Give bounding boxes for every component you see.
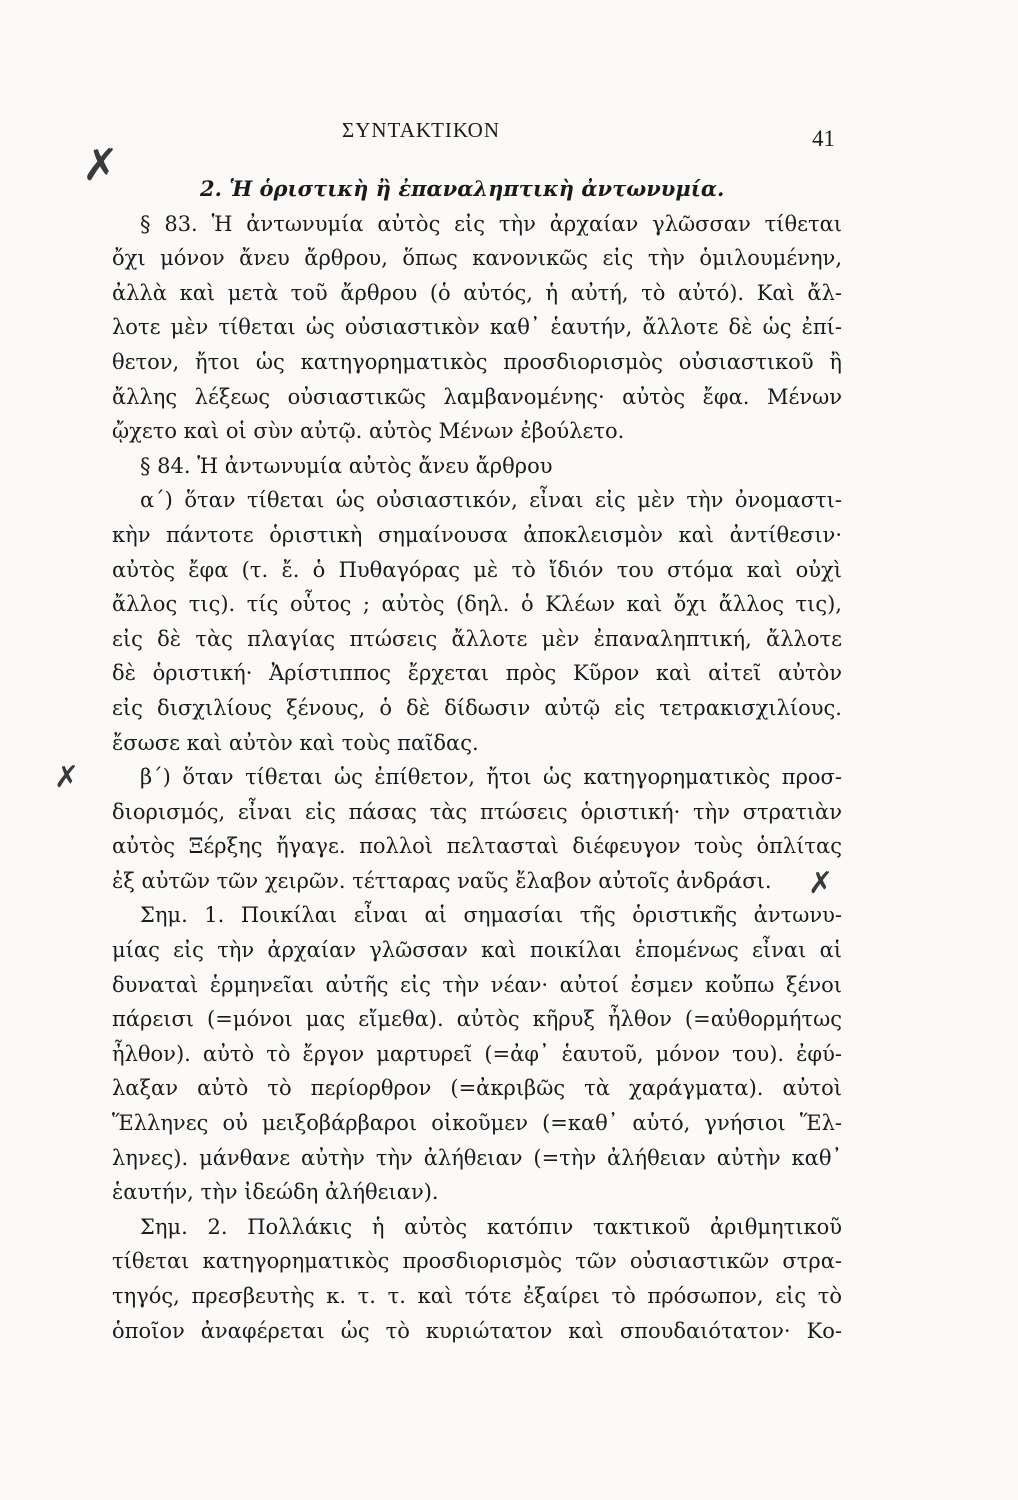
page-number: 41	[812, 126, 835, 151]
text-line: ἦλθον). αὐτὸ τὸ ἔργον μαρτυρεῖ (=ἀφ᾽ ἑαυτοῦ, μόνον του). ἐφύ-	[112, 1041, 842, 1066]
text-line: ληνες). μάνθανε αὐτὴν τὴν ἀλήθειαν (=τὴν ἀλήθειαν αὐτὴν καθ᾽	[112, 1145, 842, 1170]
text-line: πάρεισι (=μόνοι μας εἴμεθα). αὐτὸς κῆρυξ ἦλθον (=αὐθορμήτως	[112, 1007, 842, 1032]
text-line: εἰς δισχιλίους ξένους, ὁ δὲ δίδωσιν αὐτῷ εἰς τετρακισχιλίους.	[112, 695, 842, 720]
text-line: κὴν πάντοτε ὁριστικὴ σημαίνουσα ἀποκλεισμὸν καὶ ἀντίθεσιν·	[112, 522, 842, 547]
text-line: ἑαυτήν, τὴν ἰδεώδη ἀλήθειαν).	[112, 1180, 439, 1205]
text-line: ᾤχετο καὶ οἱ σὺν αὐτῷ. αὐτὸς Μένων ἐβούλετο.	[112, 419, 625, 444]
text-line: λοτε μὲν τίθεται ὡς οὐσιαστικὸν καθ᾽ ἑαυτήν, ἄλλοτε δὲ ὡς ἐπί-	[112, 315, 842, 340]
text-line: Σημ. 1. Ποικίλαι εἶναι αἱ σημασίαι τῆς ὁριστικῆς ἀντωνυ-	[140, 903, 842, 928]
pencil-x-mark-left: ✗	[54, 760, 80, 795]
pencil-x-mark-right: ✗	[808, 866, 834, 901]
body-text	[112, 172, 842, 1348]
text-line: ὄχι μόνον ἄνευ ἄρθρου, ὅπως κανονικῶς εἰς τὴν ὁμιλουμένην,	[112, 246, 842, 271]
text-line: ἀλλὰ καὶ μετὰ τοῦ ἄρθρου (ὁ αὐτός, ἡ αὐτή, τὸ αὐτό). Καὶ ἄλ-	[112, 280, 842, 305]
text-line: τηγός, πρεσβευτὴς κ. τ. τ. καὶ τότε ἐξαίρει τὸ πρόσωπον, εἰς τὸ	[112, 1284, 842, 1308]
text-line: διορισμός, εἶναι εἰς πάσας τὰς πτώσεις ὁριστική· τὴν στρατιὰν	[112, 799, 842, 824]
text-line: αὐτὸς ἔφα (τ. ἔ. ὁ Πυθαγόρας μὲ τὸ ἴδιόν του στόμα καὶ οὐχὶ	[112, 557, 842, 582]
text-line: ἄλλος τις). τίς οὗτος ; αὐτὸς (δηλ. ὁ Κλέων καὶ ὄχι ἄλλος τις),	[112, 592, 842, 617]
text-line: ἄλλης λέξεως οὐσιαστικῶς λαμβανομένης· αὐτὸς ἔφα. Μένων	[112, 384, 842, 409]
text-line: Ἕλληνες οὐ μειξοβάρβαροι οἰκοῦμεν (=καθ᾽ αὑτό, γνήσιοι Ἕλ-	[112, 1111, 842, 1136]
running-header: ΣΥΝΤΑΚΤΙΚΟΝ	[342, 118, 500, 142]
text-line: § 83. Ἡ ἀντωνυμία αὐτὸς εἰς τὴν ἀρχαίαν γλῶσσαν τίθεται	[140, 211, 842, 236]
text-line: ἔσωσε καὶ αὐτὸν καὶ τοὺς παῖδας.	[112, 730, 479, 755]
text-line: ὁποῖον ἀναφέρεται ὡς τὸ κυριώτατον καὶ σπουδαιότατον· Κο-	[112, 1318, 842, 1343]
text-line: α΄) ὅταν τίθεται ὡς οὐσιαστικόν, εἶναι εἰς μὲν τὴν ὀνομαστι-	[140, 488, 842, 513]
text-line: ἐξ αὐτῶν τῶν χειρῶν. τέτταρας ναῦς ἔλαβον αὐτοῖς ἀνδράσι.	[112, 868, 772, 893]
text-line: μίας εἰς τὴν ἀρχαίαν γλῶσσαν καὶ ποικίλαι ἑπομένως εἶναι αἱ	[112, 938, 842, 963]
text-line: τίθεται κατηγορηματικὸς προσδιορισμὸς τῶν οὐσιαστικῶν στρα-	[112, 1249, 842, 1274]
text-line: β΄) ὅταν τίθεται ὡς ἐπίθετον, ἤτοι ὡς κατηγορηματικὸς προσ-	[140, 765, 842, 790]
text-line: εἰς δὲ τὰς πλαγίας πτώσεις ἄλλοτε μὲν ἐπαναληπτική, ἄλλοτε	[112, 626, 842, 651]
text-line: Σημ. 2. Πολλάκις ἡ αὐτὸς κατόπιν τακτικοῦ ἀριθμητικοῦ	[140, 1214, 842, 1239]
text-line: αὐτὸς Ξέρξης ἤγαγε. πολλοὶ πελτασταὶ διέφευγον τοὺς ὁπλίτας	[112, 834, 842, 859]
text-line: § 84. Ἡ ἀντωνυμία αὐτὸς ἄνευ ἄρθρου	[140, 453, 553, 478]
pencil-x-mark-top: ✗	[82, 140, 119, 191]
text-line: δυναταὶ ἑρμηνεῖαι αὐτῆς εἰς τὴν νέαν· αὐτοί ἐσμεν κοὔπω ξένοι	[112, 972, 842, 997]
section-subheading: 2. Ἡ ὁριστικὴ ἢ ἐπαναληπτικὴ ἀντωνυμία.	[200, 176, 725, 201]
text-line: θετον, ἤτοι ὡς κατηγορηματικὸς προσδιορισμὸς οὐσιαστικοῦ ἢ	[112, 349, 842, 374]
text-line: λαξαν αὐτὸ τὸ περίορθρον (=ἀκριβῶς τὰ χαράγματα). αὐτοὶ	[112, 1076, 842, 1101]
text-line: δὲ ὁριστική· Ἀρίστιππος ἔρχεται πρὸς Κῦρον καὶ αἰτεῖ αὐτὸν	[112, 661, 842, 686]
